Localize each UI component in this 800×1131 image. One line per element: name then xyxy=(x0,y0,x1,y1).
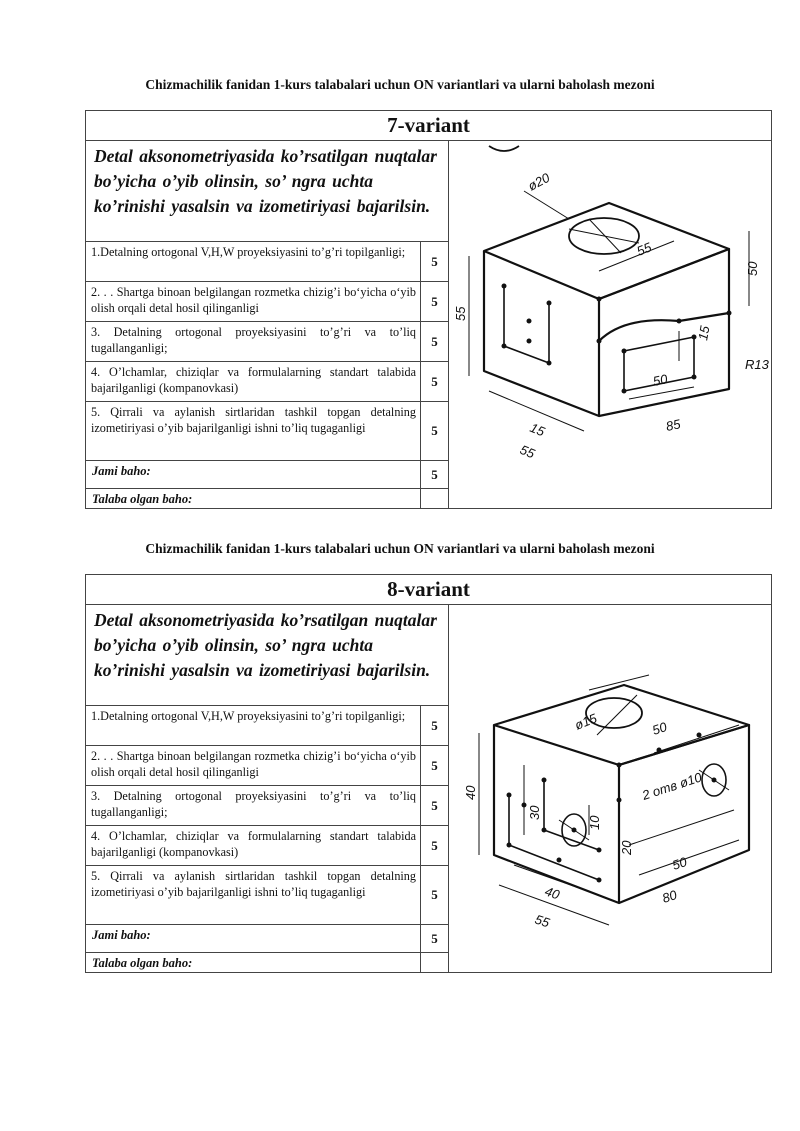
criterion-text: 1.Detalning ortogonal V,H,W proyeksiyasini to’g’ri topilganligi; xyxy=(86,706,421,746)
isometric-drawing xyxy=(449,141,772,509)
dim-label: 50 xyxy=(650,719,669,738)
variant-table xyxy=(85,110,772,509)
criterion-score: 5 xyxy=(421,242,449,282)
criterion-text: 3. Detalning ortogonal proyeksiyasini to’g’ri va to’liq tugallanganligi; xyxy=(86,786,421,826)
total-score: 5 xyxy=(421,925,449,953)
student-grade-value xyxy=(421,489,449,509)
criterion-text: 5. Qirrali va aylanish sirtlaridan tashkil topgan detalning izometiriyasi o’yib bajarilganligi ishni to’liq tugaganligi xyxy=(86,402,421,461)
student-grade-label: Talaba olgan baho: xyxy=(86,489,421,509)
isometric-part-drawing-7 xyxy=(449,141,772,509)
dim-label: 20 xyxy=(619,840,634,855)
criterion-text: 5. Qirrali va aylanish sirtlaridan tashkil topgan detalning izometiriyasi o’yib bajarilganligi ishni to’liq tugaganligi xyxy=(86,866,421,925)
criterion-text: 1.Detalning ortogonal V,H,W proyeksiyasini to’g’ri topilganligi; xyxy=(86,242,421,282)
isometric-part-drawing-8 xyxy=(449,605,772,973)
total-score: 5 xyxy=(421,461,449,489)
criterion-score: 5 xyxy=(421,826,449,866)
total-label: Jami baho: xyxy=(86,925,421,953)
dim-label: 80 xyxy=(660,887,679,906)
variant-title: 8-variant xyxy=(86,575,772,605)
dim-label: 50 xyxy=(670,854,689,873)
criterion-score: 5 xyxy=(421,402,449,461)
page-heading: Chizmachilik fanidan 1-kurs talabalari uchun ON variantlari va ularni baholash mezoni xyxy=(145,541,655,556)
dim-label: 55 xyxy=(533,911,552,931)
criterion-score: 5 xyxy=(421,746,449,786)
dim-label: 55 xyxy=(517,441,537,462)
variant-title: 7-variant xyxy=(86,111,772,141)
criterion-score: 5 xyxy=(421,322,449,362)
criterion-score: 5 xyxy=(421,362,449,402)
criterion-text: 4. O’lchamlar, chiziqlar va formulalarning standart talabida bajarilganligi (kompanovkasi) xyxy=(86,826,421,866)
dim-label: 55 xyxy=(453,306,468,321)
dim-label: 15 xyxy=(695,324,713,342)
criterion-text: 2. . . Shartga binoan belgilangan rozmetka chizig’i bo‘yicha o‘yib olish orqali detal hosil qilinganligi xyxy=(86,282,421,322)
variant-table xyxy=(85,574,772,973)
page-heading: Chizmachilik fanidan 1-kurs talabalari uchun ON variantlari va ularni baholash mezoni xyxy=(145,77,655,92)
task-description: Detal aksonometriyasida ko’rsatilgan nuqtalar bo’yicha o’yib olinsin, so’ ngra uchta ko’rinishi yasalsin va izometiriyasi bajarilsin. xyxy=(86,605,449,706)
task-description: Detal aksonometriyasida ko’rsatilgan nuqtalar bo’yicha o’yib olinsin, so’ ngra uchta ko’rinishi yasalsin va izometiriyasi bajarilsin. xyxy=(86,141,449,242)
dim-label: 30 xyxy=(527,805,542,820)
dim-label: ø20 xyxy=(525,169,553,194)
criterion-text: 3. Detalning ortogonal proyeksiyasini to’g’ri va to’liq tugallanganligi; xyxy=(86,322,421,362)
dim-label: 50 xyxy=(745,261,760,276)
criterion-score: 5 xyxy=(421,866,449,925)
dim-label: 40 xyxy=(463,785,478,800)
dim-label: 85 xyxy=(664,416,682,434)
dim-label: 50 xyxy=(651,371,669,389)
student-grade-label: Talaba olgan baho: xyxy=(86,953,421,973)
total-label: Jami baho: xyxy=(86,461,421,489)
dim-label: 10 xyxy=(587,815,602,830)
criterion-score: 5 xyxy=(421,706,449,746)
dim-label: 2 отв ø10 xyxy=(640,769,704,803)
dim-label: 55 xyxy=(634,239,654,259)
dim-label: R13 xyxy=(745,357,769,372)
student-grade-value xyxy=(421,953,449,973)
criterion-text: 4. O’lchamlar, chiziqlar va formulalarning standart talabida bajarilganligi (kompanovkasi) xyxy=(86,362,421,402)
criterion-text: 2. . . Shartga binoan belgilangan rozmetka chizig’i bo‘yicha o‘yib olish orqali detal hosil qilinganligi xyxy=(86,746,421,786)
isometric-drawing xyxy=(449,605,772,973)
criterion-score: 5 xyxy=(421,282,449,322)
dim-label: 40 xyxy=(543,883,562,903)
dim-label: 15 xyxy=(527,419,547,440)
criterion-score: 5 xyxy=(421,786,449,826)
dim-label: ø15 xyxy=(572,710,599,733)
